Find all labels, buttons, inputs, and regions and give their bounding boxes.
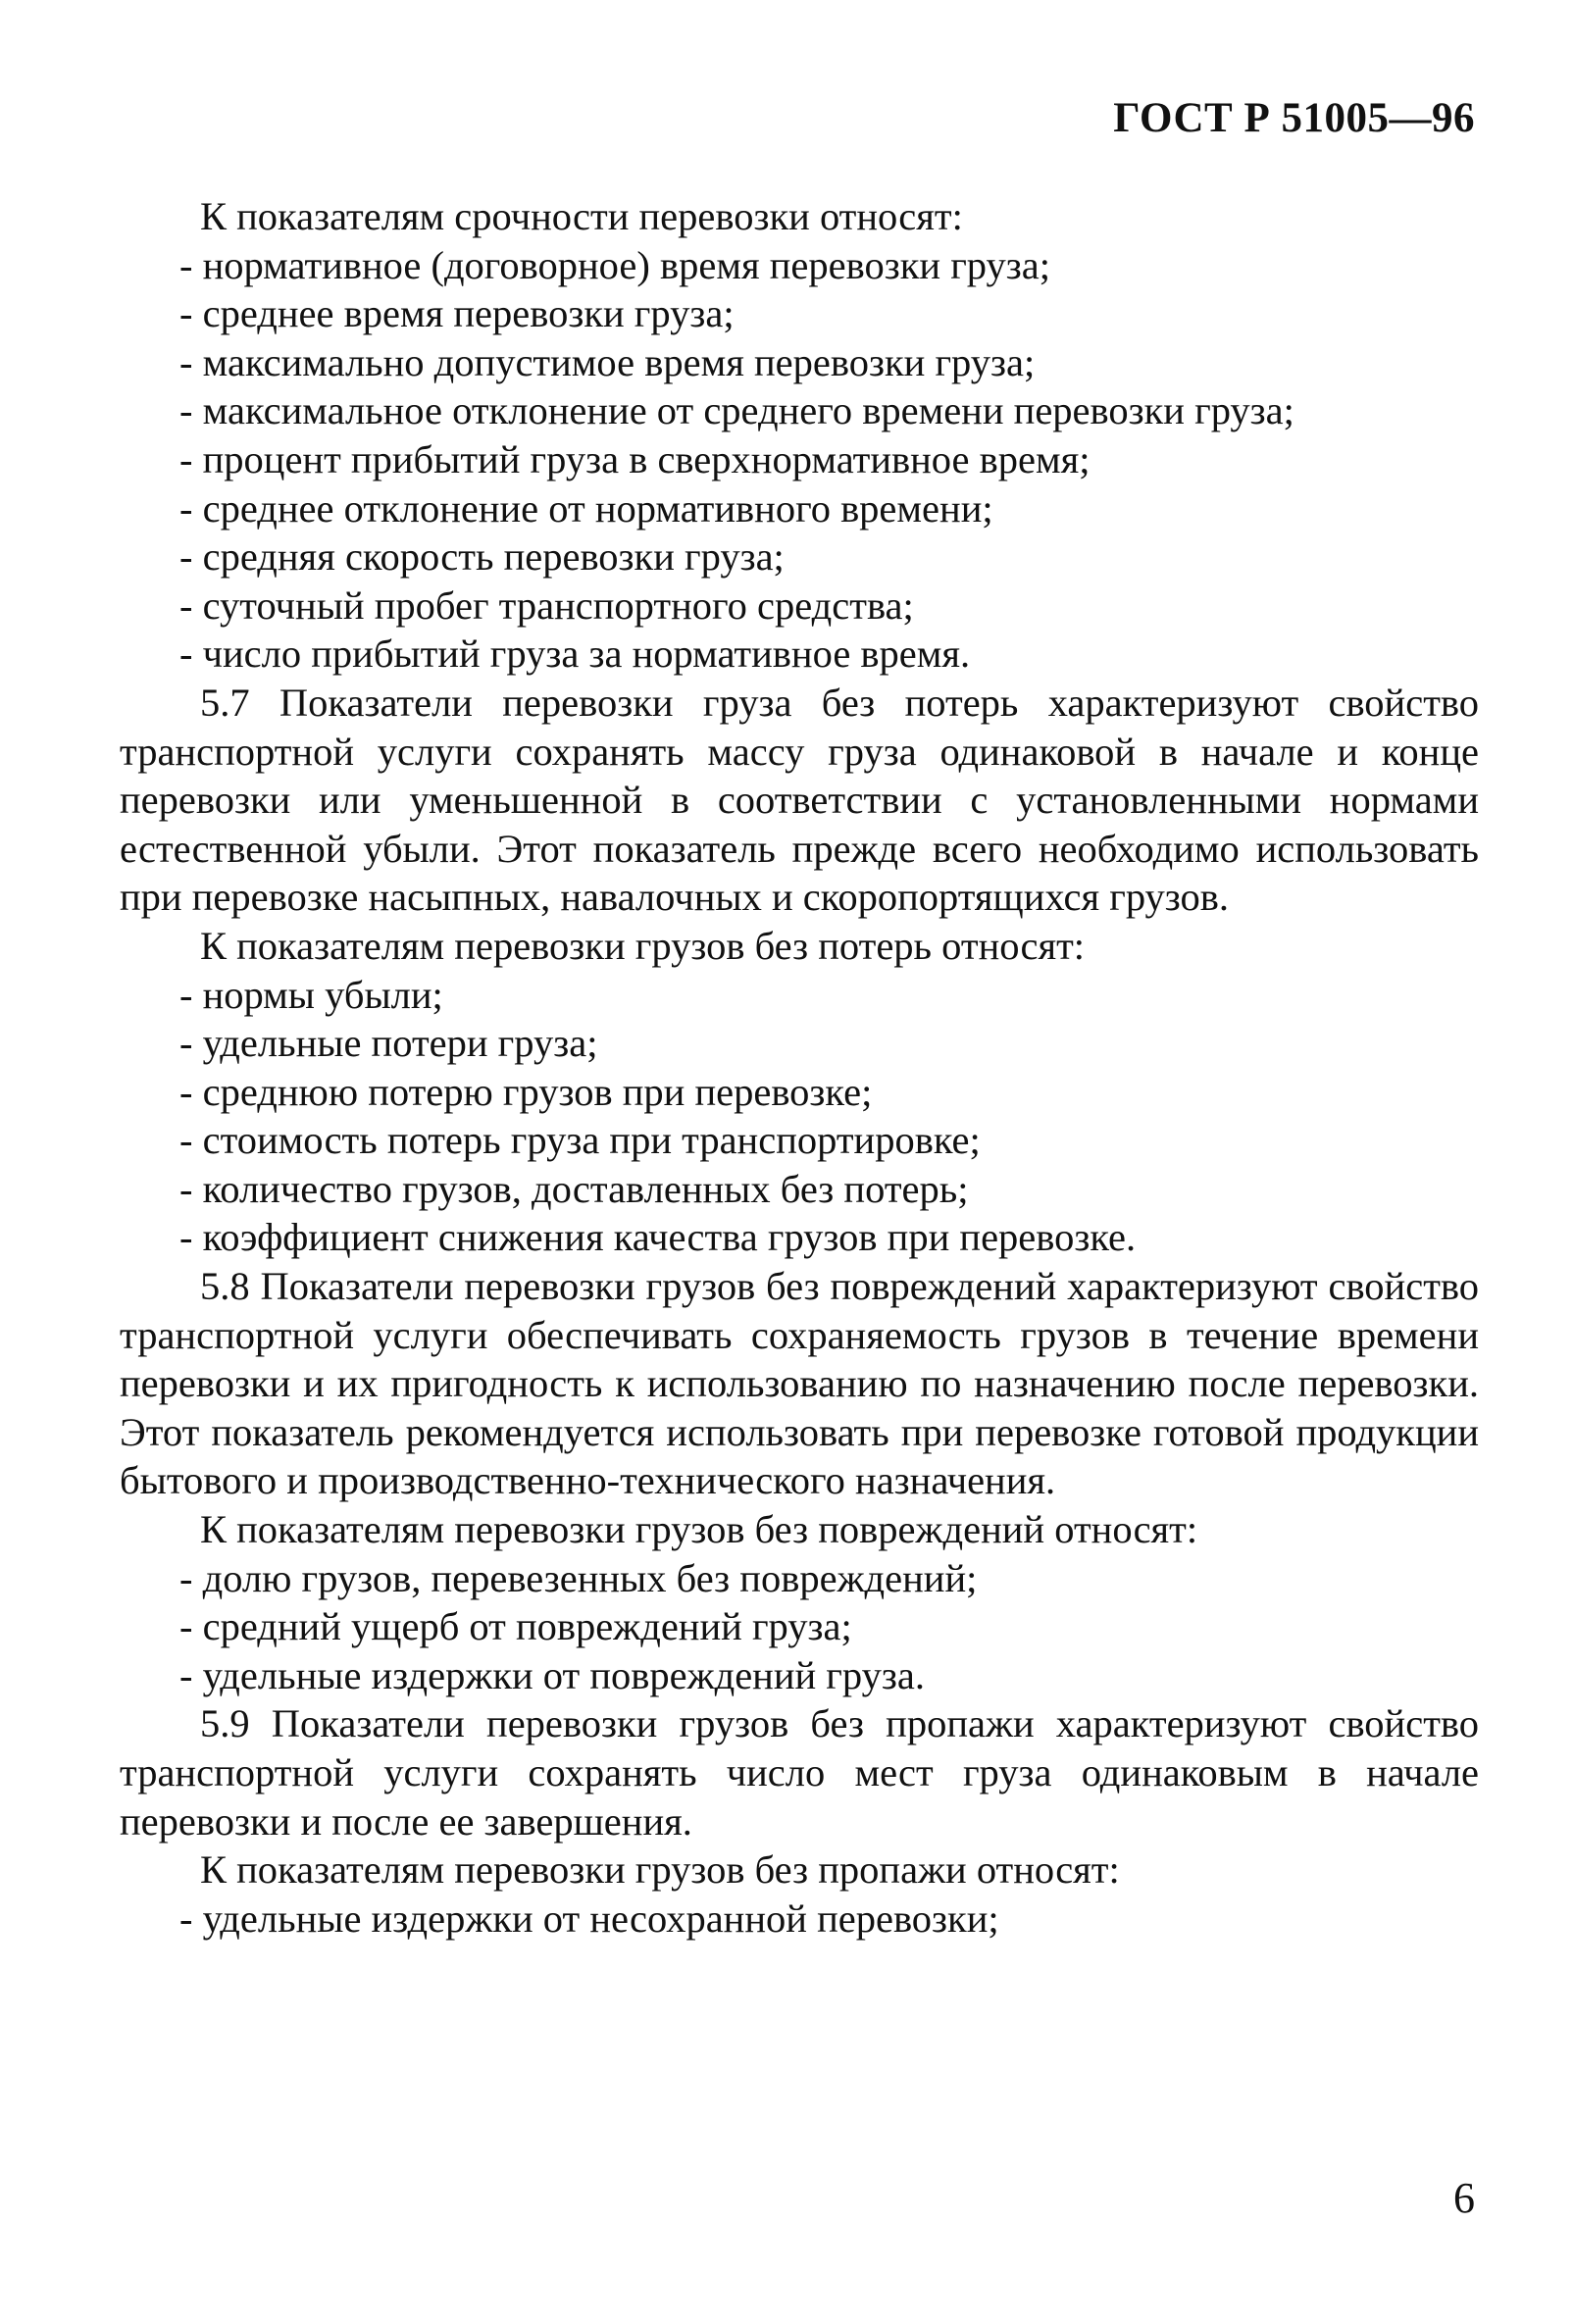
- list-item: - среднюю потерю грузов при перевозке;: [179, 1069, 873, 1114]
- list-item: - максимально допустимое время перевозки груза;: [179, 339, 1036, 384]
- list-item: - удельные потери груза;: [179, 1021, 598, 1066]
- list-item: - среднее время перевозки груза;: [179, 291, 735, 336]
- no-damage-indicators-list: [120, 1554, 1479, 1700]
- document-body: [120, 192, 1479, 1943]
- list-item: - суточный пробег транспортного средства;: [179, 582, 914, 628]
- list-intro-no-theft: К показателям перевозки грузов без пропажи относят:: [200, 1847, 1120, 1893]
- document-code: ГОСТ Р 51005—96: [1113, 95, 1475, 141]
- list-item: - долю грузов, перевезенных без повреждений;: [179, 1555, 978, 1600]
- page-number: 6: [1453, 2174, 1475, 2222]
- list-item: - максимальное отклонение от среднего времени перевозки груза;: [179, 388, 1294, 433]
- list-item: - средняя скорость перевозки груза;: [179, 534, 785, 580]
- list-item: - процент прибытий груза в сверхнормативное время;: [179, 436, 1091, 481]
- list-intro-urgency: К показателям срочности перевозки относят:: [200, 194, 963, 238]
- section-5-7-paragraph: 5.7 Показатели перевозки груза без потерь характеризуют свойство транспортной услуги сохранять массу груза одинаковой в начале и конце перевозки или уменьшенной в соответствии с установленными нормами естественной убыли. Этот показатель прежде всего необходимо использовать при перевозке насыпных, навалочных и скоропортящихся грузов.: [120, 680, 1479, 920]
- list-item: - среднее отклонение от нормативного времени;: [179, 485, 993, 530]
- list-item: - удельные издержки от повреждений груза.: [179, 1652, 925, 1697]
- no-loss-indicators-list: [120, 971, 1479, 1263]
- list-intro-no-damage: К показателям перевозки грузов без повреждений относят:: [200, 1507, 1198, 1552]
- list-intro-no-loss: К показателям перевозки грузов без потерь относят:: [200, 923, 1086, 968]
- list-item: - число прибытий груза за нормативное время.: [179, 632, 971, 677]
- list-item: - средний ущерб от повреждений груза;: [179, 1604, 852, 1649]
- no-theft-indicators-list: [120, 1895, 1479, 1944]
- list-item: - количество грузов, доставленных без потерь;: [179, 1166, 969, 1211]
- section-5-9-paragraph: 5.9 Показатели перевозки грузов без пропажи характеризуют свойство транспортной услуги сохранять число мест груза одинаковым в начале перевозки и после ее завершения.: [120, 1701, 1479, 1844]
- list-item: - удельные издержки от несохранной перевозки;: [179, 1895, 999, 1941]
- section-5-8-paragraph: 5.8 Показатели перевозки грузов без повреждений характеризуют свойство транспортной услуги обеспечивать сохраняемость грузов в течение времени перевозки и их пригодность к использованию по назначению после перевозки. Этот показатель рекомендуется использовать при перевозке готовой продукции бытового и производственно-технического назначения.: [120, 1264, 1479, 1503]
- list-item: - нормы убыли;: [179, 972, 443, 1017]
- list-item: - нормативное (договорное) время перевозки груза;: [179, 242, 1050, 287]
- urgency-indicators-list: [120, 241, 1479, 679]
- list-item: - коэффициент снижения качества грузов при перевозке.: [179, 1215, 1137, 1260]
- list-item: - стоимость потерь груза при транспортировке;: [179, 1118, 981, 1163]
